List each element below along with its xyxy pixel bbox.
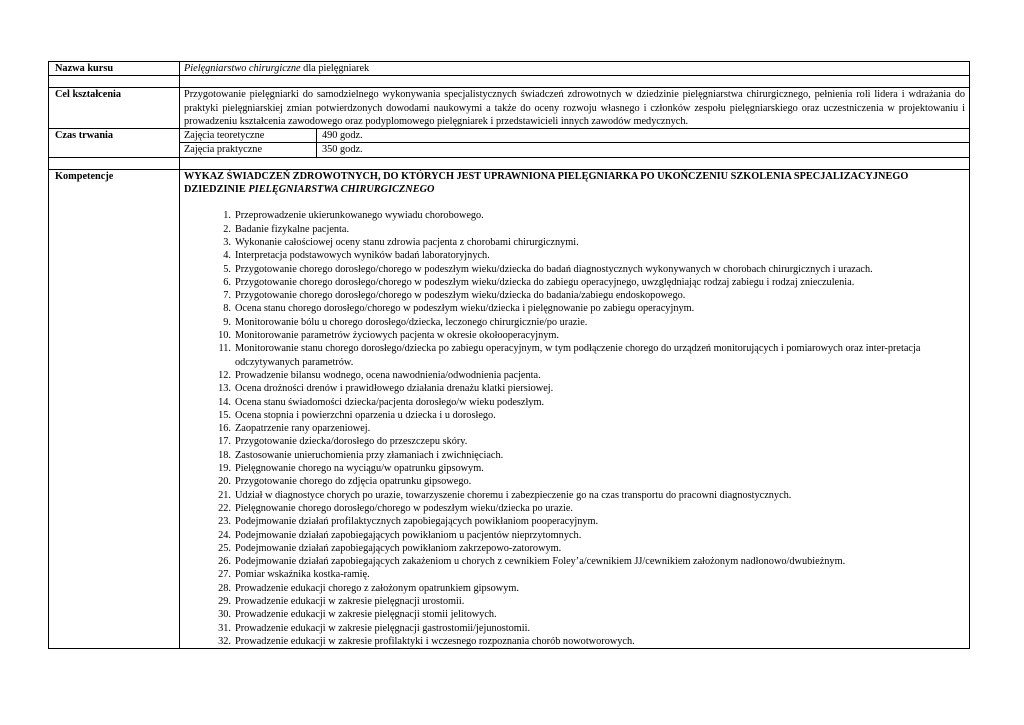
list-item-text: Ocena stanu chorego dorosłego/chorego w podeszłym wieku/dziecka i pielęgnowanie po zabiegu operacyjnym. — [235, 303, 695, 315]
list-item-number: 15. — [218, 409, 231, 421]
list-item-text: Zastosowanie unieruchomienia przy złamaniach i zwichnięciach. — [235, 449, 504, 461]
goal-text: Przygotowanie pielęgniarki do samodzielnego wykonywania specjalistycznych świadczeń zdrowotnych w dziedzinie pielęgniarstwa chirurgicznego, pełnienia roli lidera i wdrażania do praktyki pielęgniarskiej zmian potwierdzonych dowodami naukowymi a także do oceny rozwoju własnego i członków zespołu pielęgniarskiego oraz uczestniczenia w projektowaniu i prowadzeniu kształcenia zawodowego oraz podyplomowego pielęgniarek i przedstawicieli innych zawodów medycznych. — [180, 88, 970, 129]
list-item-number: 12. — [218, 369, 231, 381]
list-item-text: Podejmowanie działań zapobiegających powikłaniom zakrzepowo-zatorowym. — [235, 542, 562, 554]
list-item-text: Ocena drożności drenów i prawidłowego działania drenażu klatki piersiowej. — [235, 383, 554, 395]
list-item — [184, 542, 965, 555]
practice-value: 350 godz. — [317, 143, 970, 157]
list-item — [184, 502, 965, 515]
course-label: Nazwa kursu — [49, 62, 180, 76]
list-item-number: 17. — [218, 436, 231, 448]
list-item — [184, 568, 965, 581]
course-row — [49, 62, 970, 76]
list-item-number: 29. — [218, 595, 231, 607]
course-title — [180, 62, 970, 76]
list-item-text: Ocena stopnia i powierzchni oparzenia u dziecka i u dorosłego. — [235, 409, 496, 421]
duration-row — [49, 129, 970, 158]
list-item-number: 16. — [218, 423, 231, 435]
list-item — [184, 409, 965, 422]
list-item — [184, 422, 965, 435]
list-item — [184, 209, 965, 222]
competences-label: Kompetencje — [49, 169, 180, 648]
list-item-number: 8. — [223, 303, 231, 315]
theory-label: Zajęcia teoretyczne — [180, 129, 317, 143]
duration-label: Czas trwania — [49, 129, 180, 158]
list-item-text: Podejmowanie działań zapobiegających powikłaniom u pacjentów nieprzytomnych. — [235, 529, 582, 541]
competences-heading-main: WYKAZ ŚWIADCZEŃ ZDROWOTNYCH, DO KTÓRYCH JEST UPRAWNIONA PIELĘGNIARKA PO UKOŃCZENIU SZKOLENIA SPECJALIZACYJNEGO DZIEDZINIE — [184, 170, 909, 196]
list-item — [184, 529, 965, 542]
goal-label: Cel kształcenia — [49, 88, 180, 129]
practice-label: Zajęcia praktyczne — [180, 143, 317, 157]
list-item — [184, 449, 965, 462]
course-title-rest: dla pielęgniarek — [300, 63, 370, 74]
list-item — [184, 329, 965, 342]
competences-row — [49, 169, 970, 648]
list-item — [184, 396, 965, 409]
list-item — [184, 635, 965, 648]
competences-list — [184, 209, 965, 648]
list-item-number: 24. — [218, 529, 231, 541]
list-item-text: Prowadzenie edukacji w zakresie pielęgnacji urostomii. — [235, 595, 465, 607]
list-item — [184, 302, 965, 315]
list-item-text: Prowadzenie edukacji chorego z założonym opatrunkiem gipsowym. — [235, 582, 519, 594]
list-item-number: 11. — [218, 343, 231, 355]
list-item-text: Pielęgnowanie chorego na wyciągu/w opatrunku gipsowym. — [235, 463, 484, 475]
list-item-text: Przygotowanie chorego dorosłego/chorego w podeszłym wieku/dziecka do zabiegu operacyjnego, uwzględniając rodzaj zabiegu i rodzaj znieczulenia. — [235, 276, 855, 288]
list-item-number: 4. — [223, 250, 231, 262]
list-item-number: 13. — [218, 383, 231, 395]
list-item-text: Monitorowanie stanu chorego dorosłego/dziecka po zabiegu operacyjnym, w tym podłączenie chorego do urządzeń monitorujących i pomiarowych oraz inter-pretacja odczytywanych parametrów. — [235, 343, 921, 368]
list-item — [184, 276, 965, 289]
list-item-text: Ocena stanu świadomości dziecka/pacjenta dorosłego/w wieku podeszłym. — [235, 396, 545, 408]
list-item-text: Badanie fizykalne pacjenta. — [235, 223, 350, 235]
list-item — [184, 435, 965, 448]
list-item — [184, 555, 965, 568]
list-item-number: 2. — [223, 223, 231, 235]
list-item — [184, 236, 965, 249]
list-item — [184, 462, 965, 475]
competences-heading-italic: PIELĘGNIARSTWA CHIRURGICZNEGO — [248, 184, 435, 196]
list-item-number: 25. — [218, 542, 231, 554]
list-item-number: 7. — [223, 290, 231, 302]
list-item — [184, 608, 965, 621]
list-item — [184, 316, 965, 329]
course-table — [48, 61, 970, 649]
list-item-number: 31. — [218, 622, 231, 634]
list-item-number: 28. — [218, 582, 231, 594]
list-item-text: Prowadzenie edukacji w zakresie profilaktyki i wczesnego rozpoznania chorób nowotworowych. — [235, 635, 635, 647]
duration-subtable — [180, 129, 969, 157]
list-item-number: 30. — [218, 609, 231, 621]
list-item — [184, 382, 965, 395]
list-item — [184, 515, 965, 528]
list-item — [184, 263, 965, 276]
list-item-number: 21. — [218, 489, 231, 501]
list-item-text: Prowadzenie edukacji w zakresie pielęgnacji stomii jelitowych. — [235, 609, 497, 621]
list-item-text: Pomiar wskaźnika kostka-ramię. — [235, 569, 370, 581]
list-item-number: 6. — [223, 276, 231, 288]
list-item — [184, 582, 965, 595]
list-item-text: Monitorowanie parametrów życiowych pacjenta w okresie okołooperacyjnym. — [235, 330, 559, 342]
list-item-number: 22. — [218, 502, 231, 514]
list-item — [184, 223, 965, 236]
list-item — [184, 475, 965, 488]
list-item-number: 27. — [218, 569, 231, 581]
list-item-text: Podejmowanie działań profilaktycznych zapobiegających powikłaniom pooperacyjnym. — [235, 516, 599, 528]
list-item-text: Przygotowanie dziecka/dorosłego do przeszczepu skóry. — [235, 436, 468, 448]
list-item-number: 5. — [223, 263, 231, 275]
competences-cell — [180, 169, 970, 648]
list-item — [184, 342, 965, 369]
list-item-number: 14. — [218, 396, 231, 408]
list-item — [184, 369, 965, 382]
goal-row — [49, 88, 970, 129]
list-item-text: Przeprowadzenie ukierunkowanego wywiadu chorobowego. — [235, 210, 484, 222]
list-item-text: Interpretacja podstawowych wyników badań laboratoryjnych. — [235, 250, 490, 262]
list-item-number: 18. — [218, 449, 231, 461]
list-item-text: Przygotowanie chorego dorosłego/chorego w podeszłym wieku/dziecka do badania/zabiegu endoskopowego. — [235, 290, 686, 302]
list-item — [184, 489, 965, 502]
list-item-number: 19. — [218, 463, 231, 475]
list-item-number: 32. — [218, 635, 231, 647]
list-item-text: Wykonanie całościowej oceny stanu zdrowia pacjenta z chorobami chirurgicznymi. — [235, 236, 579, 248]
spacer-row — [49, 157, 970, 169]
competences-heading — [184, 170, 965, 197]
course-title-italic: Pielęgniarstwo chirurgiczne — [184, 63, 301, 74]
list-item-text: Prowadzenie edukacji w zakresie pielęgnacji gastrostomii/jejunostomii. — [235, 622, 531, 634]
list-item-text: Monitorowanie bólu u chorego dorosłego/dziecka, leczonego chirurgicznie/po urazie. — [235, 316, 588, 328]
list-item-text: Zaopatrzenie rany oparzeniowej. — [235, 423, 371, 435]
list-item-text: Przygotowanie chorego dorosłego/chorego w podeszłym wieku/dziecka do badań diagnostycznych wykonywanych w chorobach chirurgicznych i urazach. — [235, 263, 873, 275]
list-item-text: Udział w diagnostyce chorych po urazie, towarzyszenie choremu i zabezpieczenie go na czas transportu do pracowni diagnostycznych. — [235, 489, 792, 501]
list-item-text: Pielęgnowanie chorego dorosłego/chorego w podeszłym wieku/dziecka po urazie. — [235, 502, 573, 514]
list-item-number: 26. — [218, 556, 231, 568]
list-item — [184, 622, 965, 635]
list-item — [184, 595, 965, 608]
list-item-number: 9. — [223, 316, 231, 328]
list-item-number: 3. — [223, 236, 231, 248]
list-item-number: 20. — [218, 476, 231, 488]
list-item — [184, 249, 965, 262]
list-item-number: 1. — [223, 210, 231, 222]
duration-cell — [180, 129, 970, 158]
list-item-text: Prowadzenie bilansu wodnego, ocena nawodnienia/odwodnienia pacjenta. — [235, 369, 541, 381]
list-item-text: Przygotowanie chorego do zdjęcia opatrunku gipsowego. — [235, 476, 472, 488]
list-item-text: Podejmowanie działań zapobiegających zakażeniom u chorych z cewnikiem Foley’a/cewnikiem JJ/cewnikiem założonym nadłonowo/dwubieżnym. — [235, 556, 846, 568]
list-item-number: 23. — [218, 516, 231, 528]
spacer-row — [49, 76, 970, 88]
theory-value: 490 godz. — [322, 130, 363, 142]
list-item — [184, 289, 965, 302]
list-item-number: 10. — [218, 330, 231, 342]
